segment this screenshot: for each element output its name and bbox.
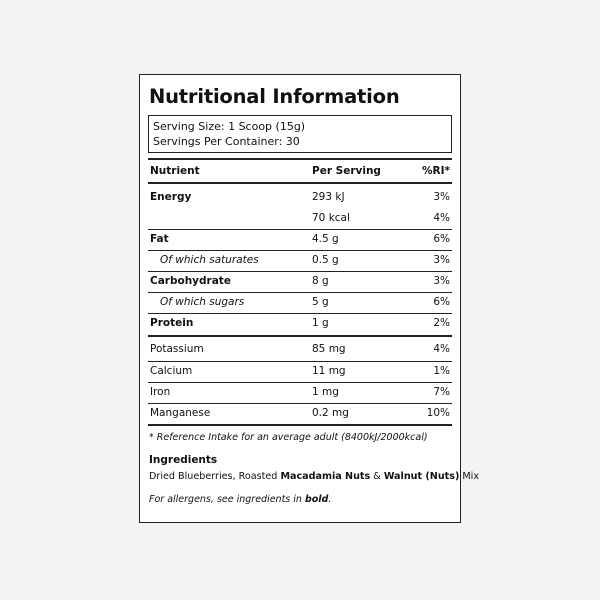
row-calcium-name: Calcium <box>150 365 193 377</box>
row-fat-value: 4.5 g <box>312 233 339 245</box>
ingredients-list <box>149 471 479 482</box>
row-rule <box>148 229 452 230</box>
row-saturates-name: Of which saturates <box>160 254 259 266</box>
servings-per-container: Servings Per Container: 30 <box>153 135 300 148</box>
row-manganese-name: Manganese <box>150 407 211 419</box>
ingredients-text: Dried Blueberries, Roasted <box>149 471 281 482</box>
header-rule <box>148 182 452 184</box>
row-potassium-value: 85 mg <box>312 343 346 355</box>
header-ri: %RI* <box>421 165 450 177</box>
row-fat-ri: 6% <box>433 233 450 245</box>
row-manganese-value: 0.2 mg <box>312 407 349 419</box>
ingredients-text: & <box>370 471 384 482</box>
label-title: Nutritional Information <box>149 85 400 108</box>
row-energy-kcal-ri: 4% <box>433 212 450 224</box>
row-rule <box>148 403 452 404</box>
row-energy-kcal: 70 kcal <box>312 212 350 224</box>
header-nutrient: Nutrient <box>150 165 200 177</box>
reference-intake-footnote: * Reference Intake for an average adult (8400kJ/2000kcal) <box>149 432 428 443</box>
allergen-end: . <box>328 494 332 505</box>
row-calcium-ri: 1% <box>433 365 450 377</box>
row-iron-ri: 7% <box>433 386 450 398</box>
row-rule <box>148 271 452 272</box>
serving-info-box <box>148 115 452 153</box>
row-protein-value: 1 g <box>312 317 329 329</box>
row-protein-name: Protein <box>150 317 194 329</box>
row-iron-value: 1 mg <box>312 386 339 398</box>
row-rule <box>148 313 452 314</box>
row-energy-name: Energy <box>150 191 192 203</box>
row-saturates-ri: 3% <box>433 254 450 266</box>
ingredient-allergen: Macadamia Nuts <box>280 471 371 482</box>
row-rule <box>148 250 452 251</box>
allergen-note <box>149 494 331 505</box>
row-potassium-name: Potassium <box>150 343 204 355</box>
ingredient-allergen: Walnut (Nuts) <box>383 471 460 482</box>
row-energy-kj: 293 kJ <box>312 191 345 203</box>
row-sugars-value: 5 g <box>312 296 329 308</box>
row-sugars-ri: 6% <box>433 296 450 308</box>
nutrition-label <box>139 74 479 523</box>
row-energy-kj-ri: 3% <box>433 191 450 203</box>
row-fat-name: Fat <box>150 233 169 245</box>
row-carbohydrate-name: Carbohydrate <box>150 275 231 287</box>
row-rule <box>148 292 452 293</box>
section-rule <box>148 335 452 337</box>
row-carbohydrate-value: 8 g <box>312 275 329 287</box>
table-bottom-rule <box>148 424 452 426</box>
row-rule <box>148 361 452 362</box>
row-rule <box>148 382 452 383</box>
row-saturates-value: 0.5 g <box>312 254 339 266</box>
header-per-serving: Per Serving <box>312 165 381 177</box>
row-protein-ri: 2% <box>433 317 450 329</box>
row-manganese-ri: 10% <box>426 407 450 419</box>
row-iron-name: Iron <box>150 386 171 398</box>
row-sugars-name: Of which sugars <box>160 296 245 308</box>
table-top-rule <box>148 158 452 160</box>
ingredients-heading: Ingredients <box>149 454 218 466</box>
allergen-bold-word: bold <box>304 494 329 505</box>
row-potassium-ri: 4% <box>433 343 450 355</box>
row-calcium-value: 11 mg <box>312 365 346 377</box>
serving-size: Serving Size: 1 Scoop (15g) <box>153 120 306 133</box>
row-carbohydrate-ri: 3% <box>433 275 450 287</box>
allergen-text: For allergens, see ingredients in <box>149 494 305 505</box>
ingredients-text: Mix <box>459 471 479 482</box>
